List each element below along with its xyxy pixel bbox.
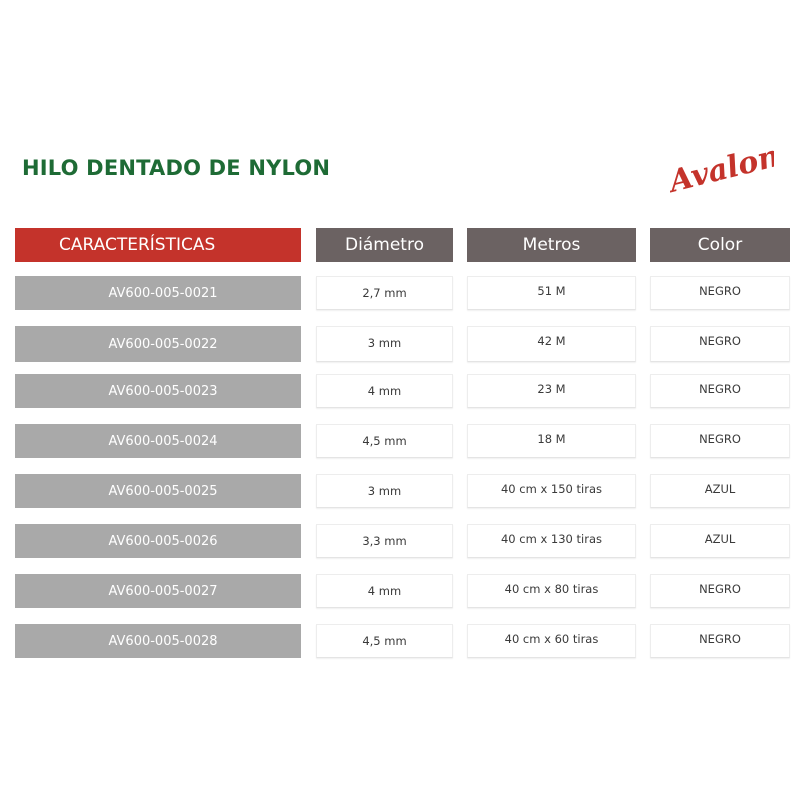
table-row [0, 524, 800, 574]
table-row [0, 474, 800, 524]
logo-text: Avalon [665, 142, 774, 194]
diametro-cell: 4 mm [316, 574, 453, 608]
page-title: HILO DENTADO DE NYLON [22, 156, 331, 180]
metros-cell: 40 cm x 150 tiras [467, 474, 636, 508]
table-row [0, 424, 800, 474]
product-table [0, 276, 800, 674]
table-row [0, 574, 800, 624]
metros-cell: 40 cm x 60 tiras [467, 624, 636, 658]
diametro-cell: 3,3 mm [316, 524, 453, 558]
color-cell: AZUL [650, 524, 790, 558]
header-color: Color [650, 228, 790, 262]
color-cell: NEGRO [650, 276, 790, 310]
table-row [0, 624, 800, 674]
metros-cell: 40 cm x 80 tiras [467, 574, 636, 608]
table-row [0, 326, 800, 374]
product-code: AV600-005-0021 [15, 276, 301, 310]
product-code: AV600-005-0025 [15, 474, 301, 508]
color-cell: NEGRO [650, 326, 790, 362]
metros-cell: 51 M [467, 276, 636, 310]
avalon-logo [664, 142, 774, 194]
diametro-cell: 4,5 mm [316, 624, 453, 658]
header-metros: Metros [467, 228, 636, 262]
color-cell: AZUL [650, 474, 790, 508]
diametro-cell: 4 mm [316, 374, 453, 408]
product-code: AV600-005-0022 [15, 326, 301, 362]
header-diametro: Diámetro [316, 228, 453, 262]
product-code: AV600-005-0028 [15, 624, 301, 658]
metros-cell: 40 cm x 130 tiras [467, 524, 636, 558]
table-row [0, 374, 800, 424]
metros-cell: 18 M [467, 424, 636, 458]
table-row [0, 276, 800, 326]
color-cell: NEGRO [650, 424, 790, 458]
metros-cell: 42 M [467, 326, 636, 362]
product-code: AV600-005-0024 [15, 424, 301, 458]
product-code: AV600-005-0023 [15, 374, 301, 408]
diametro-cell: 3 mm [316, 474, 453, 508]
product-code: AV600-005-0026 [15, 524, 301, 558]
diametro-cell: 2,7 mm [316, 276, 453, 310]
color-cell: NEGRO [650, 624, 790, 658]
color-cell: NEGRO [650, 574, 790, 608]
metros-cell: 23 M [467, 374, 636, 408]
color-cell: NEGRO [650, 374, 790, 408]
header-caracteristicas: CARACTERÍSTICAS [15, 228, 301, 262]
diametro-cell: 4,5 mm [316, 424, 453, 458]
diametro-cell: 3 mm [316, 326, 453, 362]
product-code: AV600-005-0027 [15, 574, 301, 608]
